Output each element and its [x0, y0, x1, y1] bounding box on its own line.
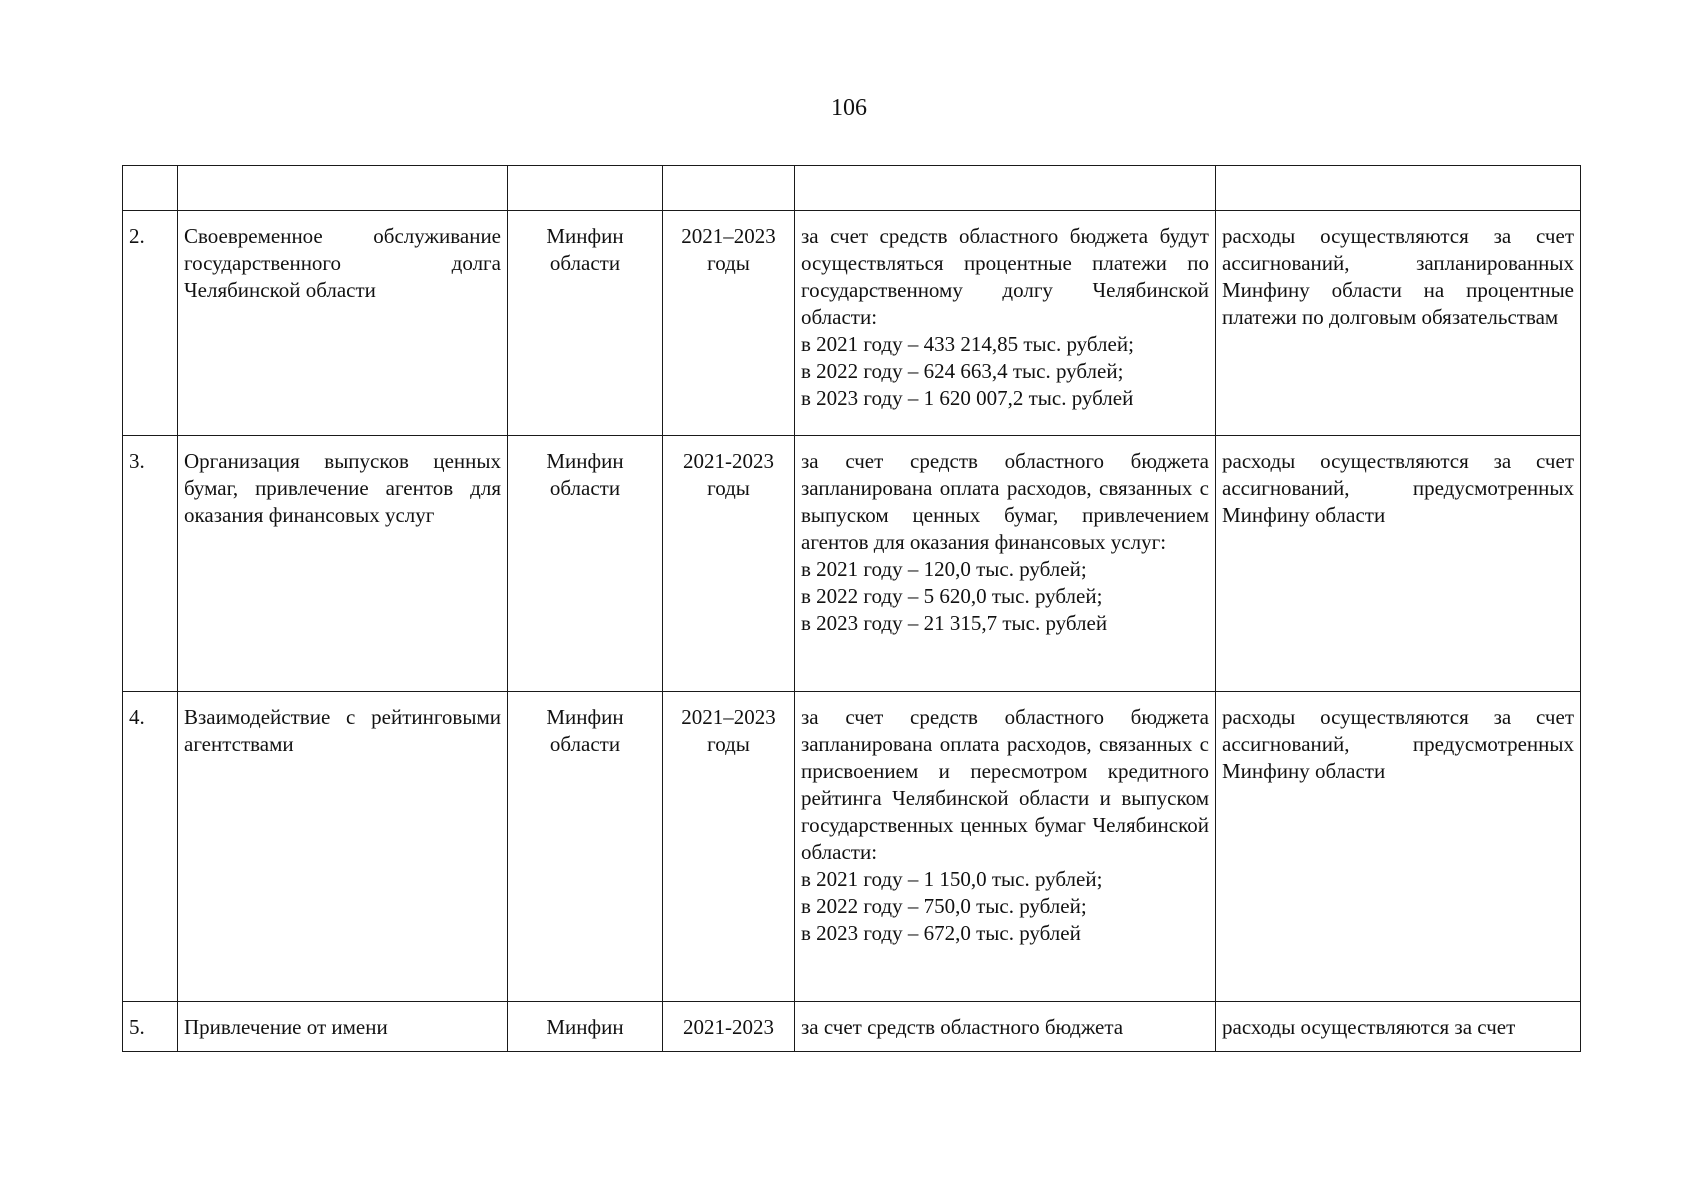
table-row [123, 1002, 1581, 1052]
period: 2021-2023 годы [663, 436, 795, 692]
description-cell [795, 1002, 1216, 1052]
header-cell [795, 166, 1216, 211]
header-cell [508, 166, 663, 211]
description-text: за счет средств областного бюджета будут осуществляться процентные платежи по государственному долгу Челябинской области: [801, 224, 1209, 329]
measure-name: Привлечение от имени [178, 1002, 508, 1052]
period: 2021–2023 годы [663, 211, 795, 436]
description-cell [795, 692, 1216, 1002]
row-number: 3. [123, 436, 178, 692]
row-number: 4. [123, 692, 178, 1002]
measure-name: Своевременное обслуживание государственного долга Челябинской области [178, 211, 508, 436]
measures-table [122, 165, 1581, 1052]
header-cell [123, 166, 178, 211]
amount-line: в 2022 году – 750,0 тыс. рублей; [801, 894, 1087, 918]
amount-line: в 2023 году – 1 620 007,2 тыс. рублей [801, 386, 1134, 410]
table-row [123, 211, 1581, 436]
description-text: за счет средств областного бюджета [801, 1015, 1124, 1039]
header-cell [178, 166, 508, 211]
amount-line: в 2021 году – 1 150,0 тыс. рублей; [801, 867, 1103, 891]
executor: Минфин области [508, 211, 663, 436]
amount-line: в 2023 году – 672,0 тыс. рублей [801, 921, 1081, 945]
description-cell [795, 436, 1216, 692]
row-number: 2. [123, 211, 178, 436]
table-row [123, 436, 1581, 692]
executor: Минфин [508, 1002, 663, 1052]
amount-line: в 2022 году – 5 620,0 тыс. рублей; [801, 584, 1103, 608]
header-cell [663, 166, 795, 211]
funding-note: расходы осуществляются за счет ассигнований, запланированных Минфину области на процентные платежи по долговым обязательствам [1216, 211, 1581, 436]
page-number: 106 [831, 95, 867, 121]
measure-name: Организация выпусков ценных бумаг, привлечение агентов для оказания финансовых услуг [178, 436, 508, 692]
row-number: 5. [123, 1002, 178, 1052]
funding-note: расходы осуществляются за счет ассигнований, предусмотренных Минфину области [1216, 692, 1581, 1002]
description-cell [795, 211, 1216, 436]
executor: Минфин области [508, 692, 663, 1002]
description-text: за счет средств областного бюджета запланирована оплата расходов, связанных с выпуском ценных бумаг, привлечением агентов для оказания финансовых услуг: [801, 449, 1209, 554]
funding-note: расходы осуществляются за счет [1216, 1002, 1581, 1052]
amount-line: в 2023 году – 21 315,7 тыс. рублей [801, 611, 1108, 635]
executor: Минфин области [508, 436, 663, 692]
amount-line: в 2022 году – 624 663,4 тыс. рублей; [801, 359, 1124, 383]
table-row [123, 692, 1581, 1002]
description-text: за счет средств областного бюджета запланирована оплата расходов, связанных с присвоением и пересмотром кредитного рейтинга Челябинской области и выпуском государственных ценных бумаг Челябинской области: [801, 705, 1209, 864]
period: 2021–2023 годы [663, 692, 795, 1002]
amount-line: в 2021 году – 433 214,85 тыс. рублей; [801, 332, 1134, 356]
table-header-row [123, 166, 1581, 211]
amount-line: в 2021 году – 120,0 тыс. рублей; [801, 557, 1087, 581]
funding-note: расходы осуществляются за счет ассигнований, предусмотренных Минфину области [1216, 436, 1581, 692]
header-cell [1216, 166, 1581, 211]
period: 2021-2023 [663, 1002, 795, 1052]
measure-name: Взаимодействие с рейтинговыми агентствами [178, 692, 508, 1002]
